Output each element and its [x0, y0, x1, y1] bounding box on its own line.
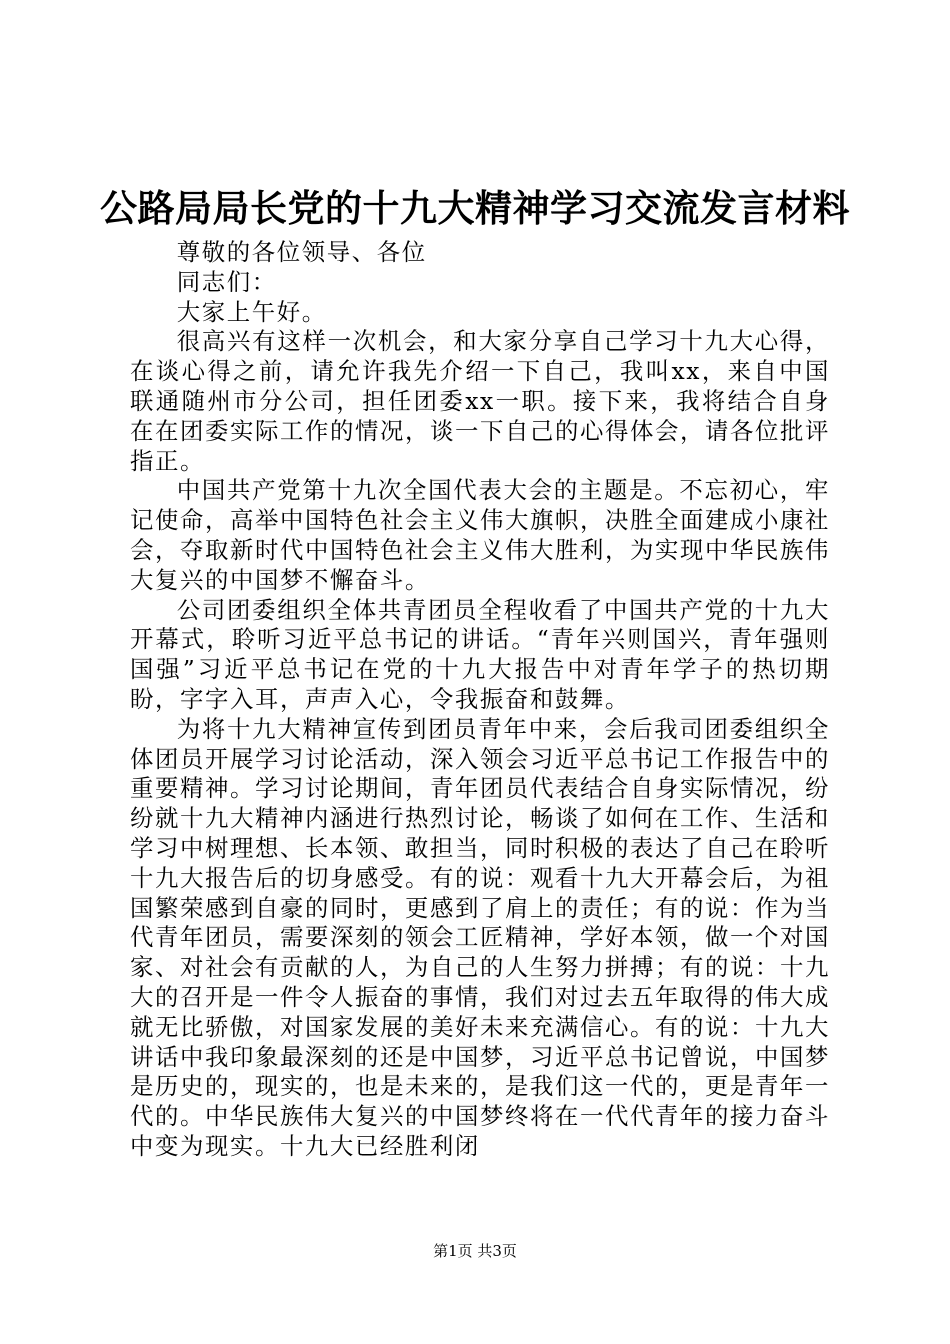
document-title: 公路局局长党的十九大精神学习交流发言材料 — [100, 186, 850, 230]
document-body — [130, 238, 830, 1162]
salutation-line-1: 尊敬的各位领导、各位 — [176, 238, 427, 266]
body-paragraph: 为将十九大精神宣传到团员青年中来，会后我司团委组织全体团员开展学习讨论活动，深入领会习近平总书记工作报告中的重要精神。学习讨论期间，青年团员代表结合自身实际情况，纷纷就十九大精神内涵进行热烈讨论，畅谈了如何在工作、生活和学习中树理想、长本领、敢担当，同时积极的表达了自己在聆听十九大报告后的切身感受。有的说：观看十九大开幕会后，为祖国繁荣感到自豪的同时，更感到了肩上的责任；有的说：作为当代青年团员，需要深刻的领会工匠精神，学好本领，做一个对国家、对社会有贡献的人，为自己的人生努力拼搏；有的说：十九大的召开是一件令人振奋的事情，我们对过去五年取得的伟大成就无比骄傲，对国家发展的美好未来充满信心。有的说：十九大讲话中我印象最深刻的还是中国梦，习近平总书记曾说，中国梦是历史的，现实的，也是未来的，是我们这一代的，更是青年一代的。中华民族伟大复兴的中国梦终将在一代代青年的接力奋斗中变为现实。十九大已经胜利闭 — [130, 714, 830, 1160]
greeting-paragraph: 大家上午好。 — [176, 297, 327, 326]
salutation-line-2: 同志们： — [176, 267, 277, 296]
body-paragraph: 中国共产党第十九次全国代表大会的主题是。不忘初心，牢记使命，高举中国特色社会主义伟大旗帜，决胜全面建成小康社会，夺取新时代中国特色社会主义伟大胜利，为实现中华民族伟大复兴的中国梦不懈奋斗。 — [130, 476, 830, 594]
body-paragraph: 公司团委组织全体共青团员全程收看了中国共产党的十九大开幕式，聆听习近平总书记的讲话。“青年兴则国兴，青年强则国强”习近平总书记在党的十九大报告中对青年学子的热切期盼，字字入耳，声声入心，令我振奋和鼓舞。 — [130, 595, 830, 713]
body-paragraph: 很高兴有这样一次机会，和大家分享自己学习十九大心得，在谈心得之前，请允许我先介绍一下自己，我叫xx，来自中国联通随州市分公司，担任团委xx一职。接下来，我将结合自身在在团委实际工作的情况，谈一下自己的心得体会，请各位批评指正。 — [130, 327, 830, 475]
page-number-footer: 第1页 共3页 — [433, 1242, 517, 1260]
